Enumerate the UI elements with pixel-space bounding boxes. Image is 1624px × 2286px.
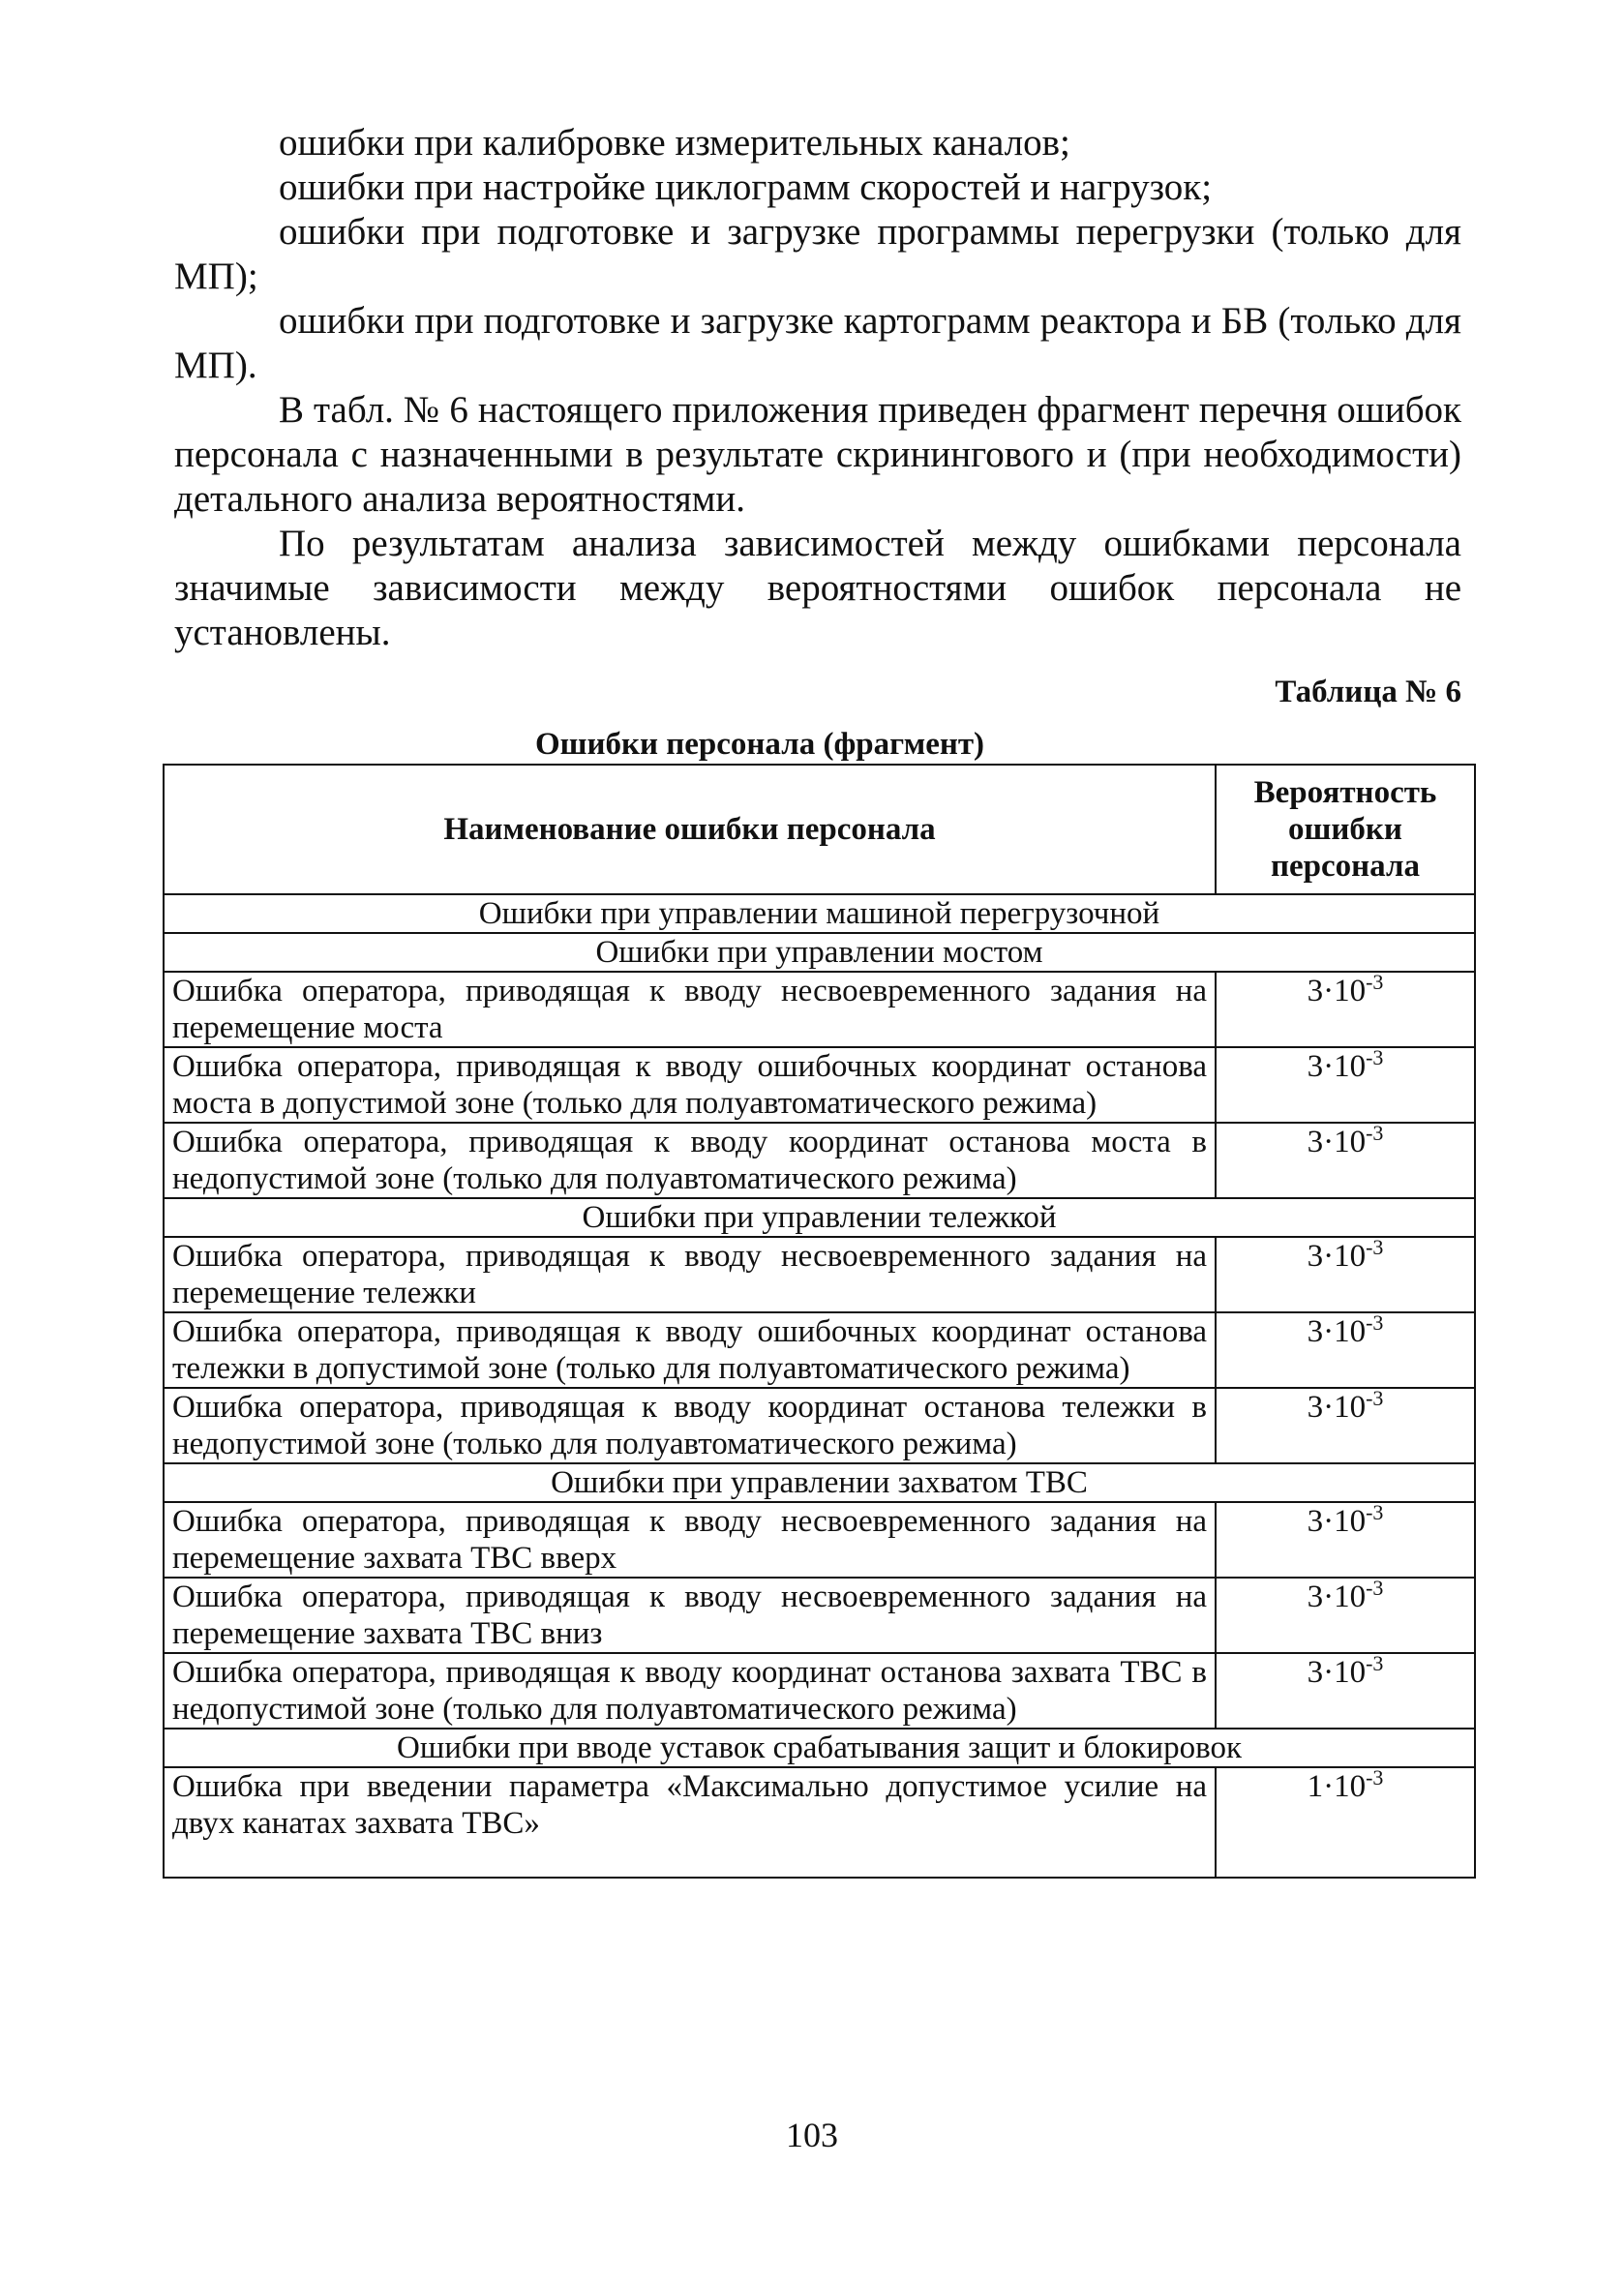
probability-exponent: -3 bbox=[1366, 970, 1384, 994]
probability-base: 3·10 bbox=[1307, 1239, 1367, 1274]
table-group-row bbox=[164, 933, 1475, 972]
error-name-cell: Ошибка оператора, приводящая к вводу несвоевременного задания на перемещение захвата ТВС вниз bbox=[164, 1578, 1216, 1653]
paragraph: По результатам анализа зависимостей между ошибками персонала значимые зависимости между вероятностями ошибок персонала не установлены. bbox=[174, 523, 1461, 653]
error-name-cell: Ошибка при введении параметра «Максимально допустимое усилие на двух канатах захвата ТВС» bbox=[164, 1767, 1216, 1878]
probability-exponent: -3 bbox=[1366, 1235, 1384, 1259]
page-number: 103 bbox=[786, 2116, 838, 2154]
probability-cell bbox=[1216, 972, 1475, 1047]
errors-table bbox=[163, 764, 1476, 1879]
table-row bbox=[164, 1767, 1475, 1878]
table-header-row bbox=[164, 765, 1475, 894]
table-row bbox=[164, 1653, 1475, 1729]
table-row bbox=[164, 1047, 1475, 1123]
header-probability: Вероятность ошибки персонала bbox=[1216, 765, 1475, 894]
table-row bbox=[164, 1502, 1475, 1578]
probability-exponent: -3 bbox=[1366, 1765, 1384, 1790]
table-row bbox=[164, 1578, 1475, 1653]
probability-base: 3·10 bbox=[1307, 1049, 1367, 1084]
error-name-cell: Ошибка оператора, приводящая к вводу координат останова захвата ТВС в недопустимой зоне (только для полуавтоматического режима) bbox=[164, 1653, 1216, 1729]
error-name-cell: Ошибка оператора, приводящая к вводу координат останова моста в недопустимой зоне (только для полуавтоматического режима) bbox=[164, 1123, 1216, 1198]
paragraph: ошибки при подготовке и загрузке картограмм реактора и БВ (только для МП). bbox=[174, 300, 1461, 386]
probability-exponent: -3 bbox=[1366, 1651, 1384, 1675]
table-row bbox=[164, 1388, 1475, 1463]
table-group-row bbox=[164, 894, 1475, 933]
table-group-row bbox=[164, 1729, 1475, 1767]
group-heading: Ошибки при вводе уставок срабатывания защит и блокировок bbox=[164, 1729, 1475, 1767]
paragraph: ошибки при подготовке и загрузке программы перегрузки (только для МП); bbox=[174, 211, 1461, 297]
probability-exponent: -3 bbox=[1366, 1121, 1384, 1145]
table-body bbox=[164, 894, 1475, 1878]
table-caption: Таблица № 6 bbox=[1275, 675, 1461, 709]
header-name: Наименование ошибки персонала bbox=[164, 765, 1216, 894]
document-page bbox=[174, 121, 1461, 1879]
table-group-row bbox=[164, 1463, 1475, 1502]
probability-base: 3·10 bbox=[1307, 1579, 1367, 1614]
table-row bbox=[164, 1237, 1475, 1312]
error-name-cell: Ошибка оператора, приводящая к вводу ошибочных координат останова тележки в допустимой зоне (только для полуавтоматического режима) bbox=[164, 1312, 1216, 1388]
probability-base: 3·10 bbox=[1307, 1125, 1367, 1159]
probability-cell bbox=[1216, 1312, 1475, 1388]
probability-base: 3·10 bbox=[1307, 974, 1367, 1008]
probability-base: 3·10 bbox=[1307, 1390, 1367, 1425]
probability-cell bbox=[1216, 1578, 1475, 1653]
paragraph: В табл. № 6 настоящего приложения приведен фрагмент перечня ошибок персонала с назначенными в результате скринингового и (при необходимости) детального анализа вероятностями. bbox=[174, 389, 1461, 520]
probability-base: 1·10 bbox=[1307, 1769, 1367, 1804]
table-title: Ошибки персонала (фрагмент) bbox=[534, 727, 985, 762]
probability-cell bbox=[1216, 1388, 1475, 1463]
probability-base: 3·10 bbox=[1307, 1504, 1367, 1539]
probability-exponent: -3 bbox=[1366, 1386, 1384, 1410]
probability-exponent: -3 bbox=[1366, 1500, 1384, 1524]
error-name-cell: Ошибка оператора, приводящая к вводу несвоевременного задания на перемещение тележки bbox=[164, 1237, 1216, 1312]
error-name-cell: Ошибка оператора, приводящая к вводу несвоевременного задания на перемещение моста bbox=[164, 972, 1216, 1047]
paragraph: ошибки при настройке циклограмм скоростей и нагрузок; bbox=[279, 166, 1213, 208]
group-heading: Ошибки при управлении мостом bbox=[164, 933, 1475, 972]
probability-cell bbox=[1216, 1767, 1475, 1878]
error-name-cell: Ошибка оператора, приводящая к вводу ошибочных координат останова моста в допустимой зоне (только для полуавтоматического режима) bbox=[164, 1047, 1216, 1123]
probability-exponent: -3 bbox=[1366, 1576, 1384, 1600]
group-heading: Ошибки при управлении машиной перегрузочной bbox=[164, 894, 1475, 933]
probability-cell bbox=[1216, 1502, 1475, 1578]
probability-exponent: -3 bbox=[1366, 1310, 1384, 1335]
probability-cell bbox=[1216, 1047, 1475, 1123]
table-group-row bbox=[164, 1198, 1475, 1237]
error-name-cell: Ошибка оператора, приводящая к вводу несвоевременного задания на перемещение захвата ТВС вверх bbox=[164, 1502, 1216, 1578]
error-name-cell: Ошибка оператора, приводящая к вводу координат останова тележки в недопустимой зоне (только для полуавтоматического режима) bbox=[164, 1388, 1216, 1463]
paragraph: ошибки при калибровке измерительных каналов; bbox=[279, 122, 1070, 164]
table-row bbox=[164, 1123, 1475, 1198]
probability-cell bbox=[1216, 1237, 1475, 1312]
probability-base: 3·10 bbox=[1307, 1655, 1367, 1690]
probability-cell bbox=[1216, 1123, 1475, 1198]
group-heading: Ошибки при управлении захватом ТВС bbox=[164, 1463, 1475, 1502]
probability-exponent: -3 bbox=[1366, 1045, 1384, 1069]
table-row bbox=[164, 972, 1475, 1047]
probability-base: 3·10 bbox=[1307, 1314, 1367, 1349]
table-row bbox=[164, 1312, 1475, 1388]
group-heading: Ошибки при управлении тележкой bbox=[164, 1198, 1475, 1237]
probability-cell bbox=[1216, 1653, 1475, 1729]
